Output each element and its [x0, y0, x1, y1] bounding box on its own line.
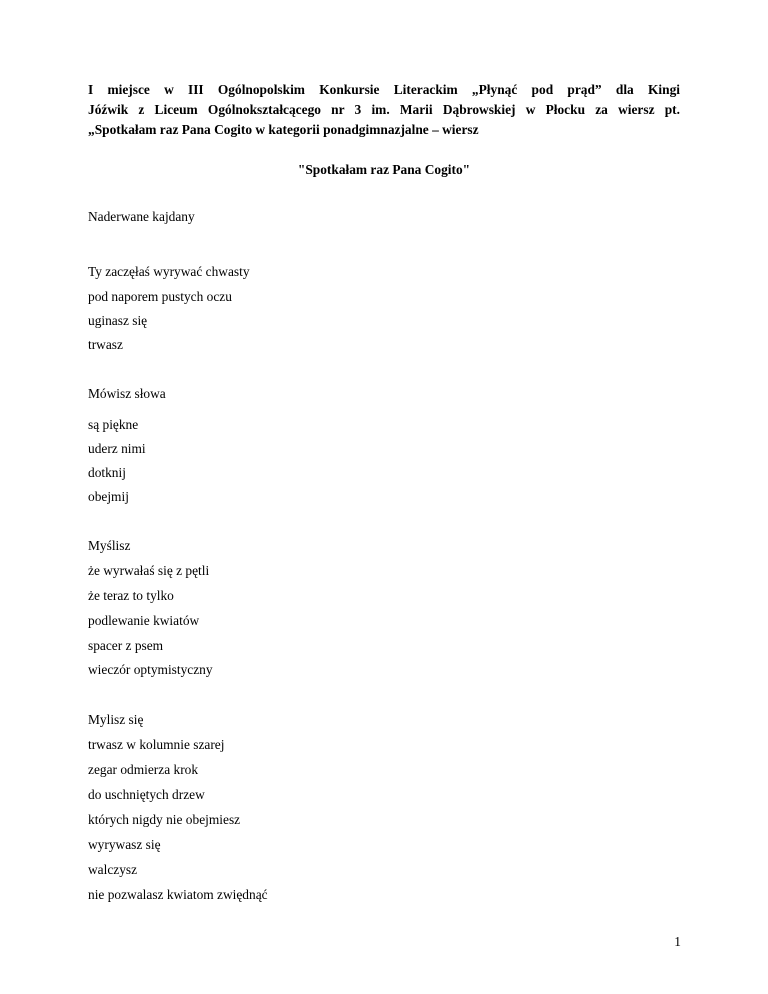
poem-line: obejmij	[88, 489, 129, 504]
award-header-line-2: Jóźwik z Liceum Ogólnokształcącego nr 3 im. Marii Dąbrowskiej w Płocku za wiersz pt.	[88, 102, 680, 117]
poem-line: są piękne	[88, 417, 139, 432]
poem-line: trwasz	[88, 337, 123, 352]
poem-line: że wyrwałaś się z pętli	[88, 563, 210, 578]
poem-line: pod naporem pustych oczu	[88, 289, 232, 304]
poem-line: Mylisz się	[88, 712, 144, 727]
poem-title: "Spotkałam raz Pana Cogito"	[297, 162, 471, 177]
poem-line: nie pozwalasz kwiatom zwiędnąć	[88, 887, 268, 902]
poem-line: Mówisz słowa	[88, 386, 166, 401]
poem-line: podlewanie kwiatów	[88, 613, 200, 628]
award-header-line-3: „Spotkałam raz Pana Cogito w kategorii ponadgimnazjalne – wiersz	[88, 122, 479, 137]
award-header	[88, 80, 680, 140]
poem-line: do uschniętych drzew	[88, 787, 205, 802]
poem-line: wyrywasz się	[88, 837, 161, 852]
poem-line: uginasz się	[88, 313, 148, 328]
poem-line: Naderwane kajdany	[88, 209, 195, 224]
page-number: 1	[674, 934, 681, 949]
poem-line: zegar odmierza krok	[88, 762, 199, 777]
poem-line: Ty zaczęłaś wyrywać chwasty	[88, 264, 250, 279]
poem-line: walczysz	[88, 862, 138, 877]
poem-line: których nigdy nie obejmiesz	[88, 812, 241, 827]
poem-line: wieczór optymistyczny	[88, 662, 213, 677]
poem-line: Myślisz	[88, 538, 131, 553]
poem-line: uderz nimi	[88, 441, 146, 456]
poem-line: trwasz w kolumnie szarej	[88, 737, 225, 752]
poem-line: dotknij	[88, 465, 126, 480]
poem-line: spacer z psem	[88, 638, 164, 653]
poem-line: że teraz to tylko	[88, 588, 174, 603]
award-header-line-1: I miejsce w III Ogólnopolskim Konkursie Literackim „Płynąć pod prąd” dla Kingi	[88, 82, 680, 97]
